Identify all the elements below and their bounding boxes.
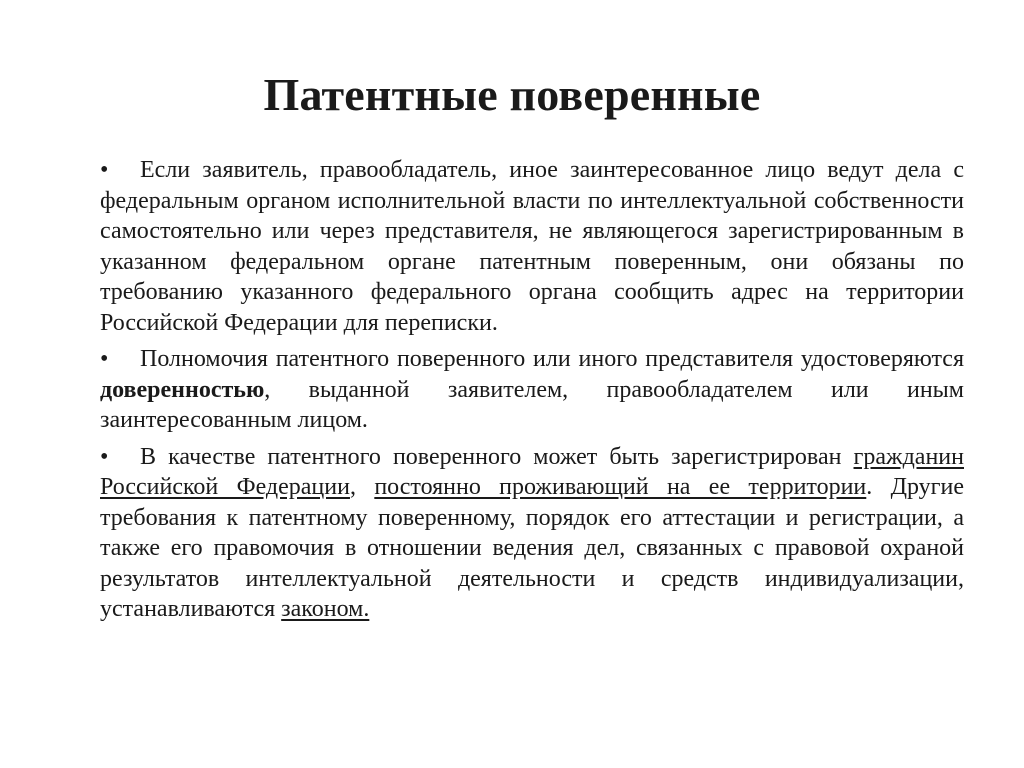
slide-title: Патентные поверенные [263, 69, 761, 120]
bullet-text-separator: , [349, 474, 375, 500]
bullet-text: В качестве патентного поверенного может быть зарегистрирован [140, 443, 854, 470]
underlined-residence: постоянно проживающий на ее территории [374, 474, 867, 500]
bullet-marker: • [100, 443, 109, 470]
underlined-citizen: гражданин Российской Федерации [100, 443, 964, 500]
bullet-list [100, 155, 964, 631]
bullet-item-1 [100, 155, 964, 338]
underlined-law: законом. [281, 596, 370, 622]
bullet-item-2 [100, 344, 964, 436]
bullet-item-3 [100, 442, 964, 625]
bullet-text: Полномочия патентного поверенного или иного представителя удостоверяются [140, 346, 964, 372]
bullet-marker: • [100, 346, 109, 372]
bullet-text: , выданной заявителем, правообладателем или иным заинтересованным лицом. [100, 376, 964, 433]
bullet-marker: • [100, 157, 109, 183]
bullet-text: . Другие требования к патентному поверенному, порядок его аттестации и регистрации, а также его правомочия в отношении ведения дел, связанных с правовой охраной результатов интеллектуальной деятельности и средств индивидуализации, устанавливаются [100, 474, 965, 622]
bullet-text: Если заявитель, правообладатель, иное заинтересованное лицо ведут дела с федеральным органом исполнительной власти по интеллектуальной собственности самостоятельно или через представителя, не являющегося зарегистрированным в указанном федеральном органе патентным поверенным, они обязаны по требованию указанного федерального органа сообщить адрес на территории Российской Федерации для переписки. [100, 157, 964, 336]
bold-term-power-of-attorney: доверенностью [100, 376, 265, 403]
